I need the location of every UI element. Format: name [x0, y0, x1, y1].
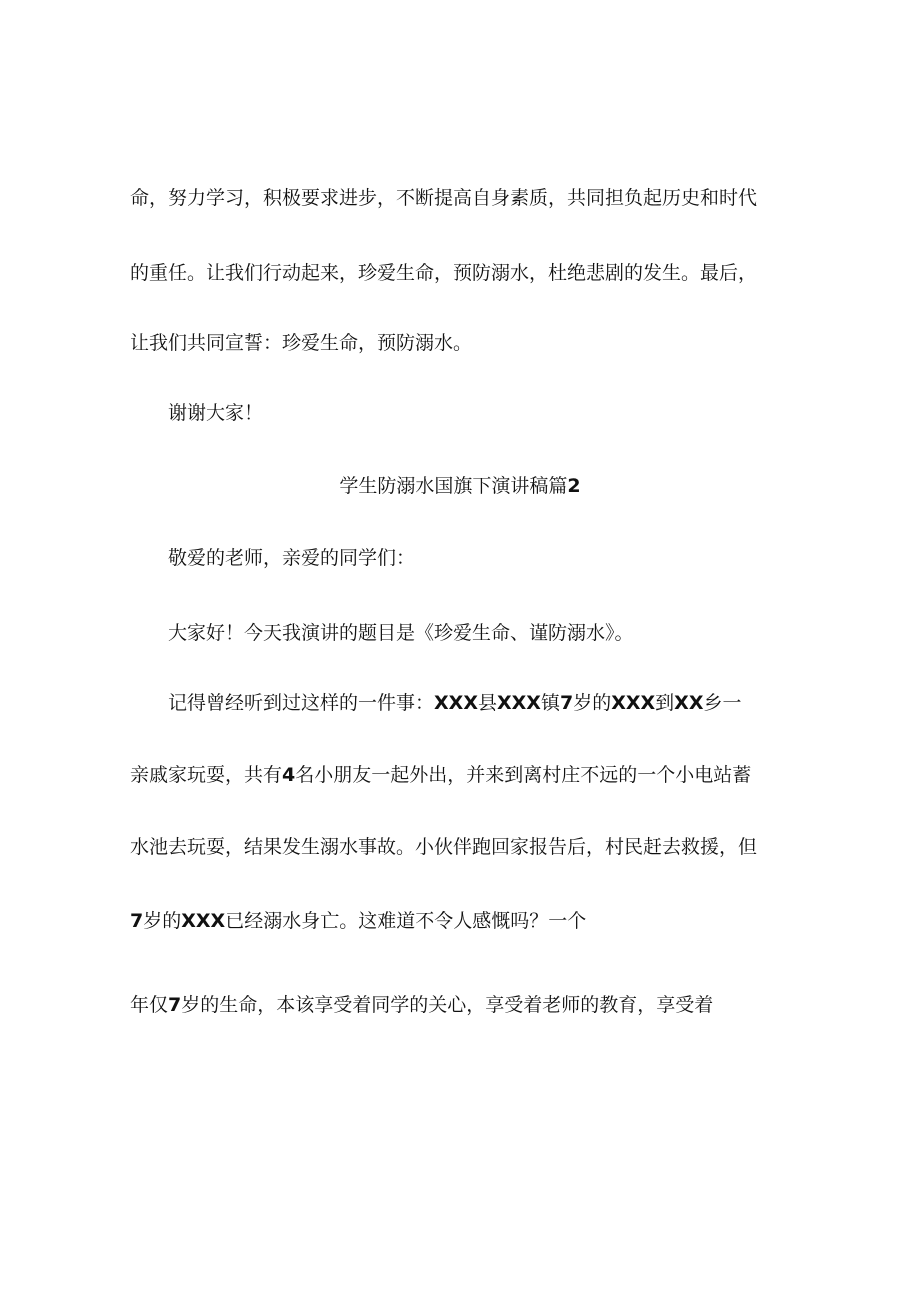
text-run: 亲戚家玩耍，共有: [130, 764, 283, 786]
paragraph-line: [130, 992, 713, 1018]
paragraph-line: 水池去玩耍，结果发生溺水事故。小伙伴跑回家报告后，村民赶去救援，但: [130, 836, 758, 858]
paragraph-line: [130, 762, 751, 788]
closing-thanks: 谢谢大家！: [168, 402, 264, 424]
section-title: [0, 473, 920, 499]
paragraph-line: 的重任。让我们行动起来，珍爱生命，预防溺水，杜绝悲剧的发生。最后，: [130, 262, 758, 284]
bold-run: 7: [168, 994, 182, 1016]
text-run: 到: [655, 692, 675, 714]
bold-run: XXX: [496, 692, 541, 714]
bold-run: 4: [282, 764, 296, 786]
paragraph-line: [130, 908, 586, 934]
text-run: 县: [477, 692, 497, 714]
text-run: 已经溺水身亡。这难道不令人感慨吗？一个: [225, 910, 587, 932]
bold-run: 7: [559, 692, 574, 714]
bold-run: XXX: [611, 692, 656, 714]
bold-run: XXX: [181, 910, 226, 932]
paragraph-line: [168, 690, 742, 716]
section-title-text: 学生防溺水国旗下演讲稿篇: [339, 475, 568, 497]
text-run: 岁的生命，本该享受着同学的关心，享受着老师的教育，享受着: [181, 994, 714, 1016]
paragraph-line: 让我们共同宣誓：珍爱生命，预防溺水。: [130, 332, 473, 354]
text-run: 记得曾经听到过这样的一件事：: [168, 692, 435, 714]
salutation: 敬爱的老师，亲爱的同学们：: [168, 547, 416, 569]
text-run: 镇: [540, 692, 560, 714]
text-run: 名小朋友一起外出，并来到离村庄不远的一个小电站蓄: [295, 764, 752, 786]
text-run: 年仅: [130, 994, 169, 1016]
intro-line: 大家好！今天我演讲的题目是《珍爱生命、谨防溺水》。: [168, 622, 634, 644]
bold-run: XX: [674, 692, 704, 714]
text-run: 乡一: [703, 692, 742, 714]
section-title-number: 2: [567, 475, 581, 497]
text-run: 岁的: [143, 910, 182, 932]
bold-run: 7: [130, 910, 144, 932]
bold-run: XXX: [434, 692, 478, 714]
text-run: 岁的: [573, 692, 612, 714]
paragraph-line: 命，努力学习，积极要求进步，不断提高自身素质，共同担负起历史和时代: [130, 187, 758, 209]
